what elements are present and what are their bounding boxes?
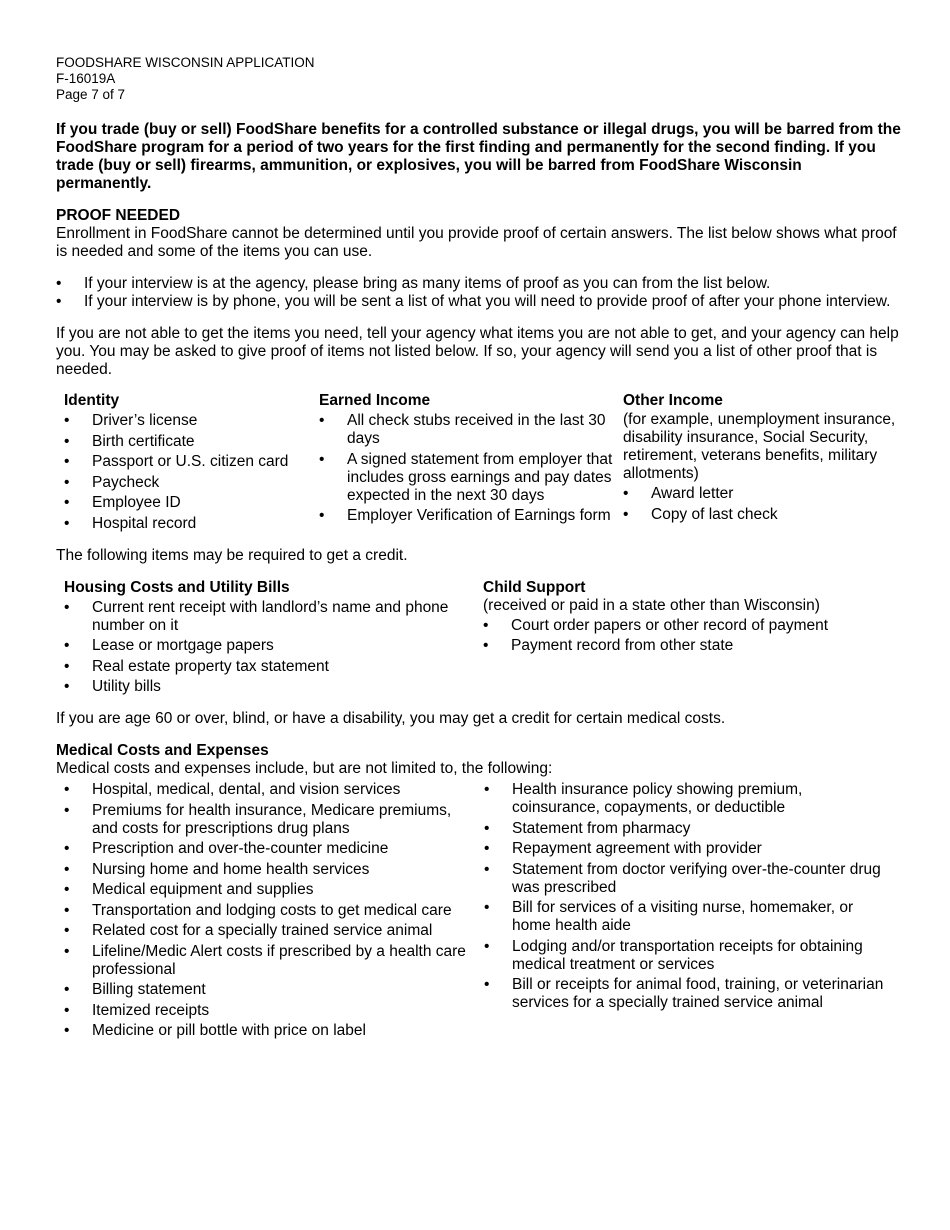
page-number: Page 7 of 7 bbox=[56, 87, 126, 102]
credit-text: The following items may be required to get a credit. bbox=[56, 546, 408, 564]
list-item: • Hospital record bbox=[56, 515, 311, 533]
list-item: • Payment record from other state bbox=[475, 637, 893, 655]
list-item: • Passport or U.S. citizen card bbox=[56, 453, 311, 471]
earned-income-section bbox=[319, 392, 619, 533]
child-support-section bbox=[483, 579, 893, 697]
list-item: • Health insurance policy showing premium, coinsurance, copayments, or deductible bbox=[476, 781, 886, 817]
list-item: • Driver’s license bbox=[56, 412, 311, 430]
credit-columns bbox=[56, 579, 901, 697]
list-item: • Employer Verification of Earnings form bbox=[311, 507, 619, 525]
proof-help-text: If you are not able to get the items you need, tell your agency what items you are not able to get, and your agency can help you. You may be asked to give proof of items not listed below. If so, your agency will send you a list of other proof that is needed. bbox=[56, 325, 899, 378]
medical-left-list bbox=[56, 781, 476, 1040]
medical-credit-text: If you are age 60 or over, blind, or have a disability, you may get a credit for certain medical costs. bbox=[56, 710, 726, 727]
proof-bullets bbox=[48, 275, 901, 311]
medical-intro: Medical costs and expenses include, but are not limited to, the following: bbox=[56, 760, 553, 777]
list-item: • Bill or receipts for animal food, training, or veterinarian services for a specially trained service animal bbox=[476, 976, 886, 1012]
housing-heading: Housing Costs and Utility Bills bbox=[64, 578, 290, 596]
list-item: • All check stubs received in the last 30 days bbox=[311, 412, 619, 448]
earned-income-heading: Earned Income bbox=[319, 392, 431, 409]
list-item: • Transportation and lodging costs to get medical care bbox=[56, 902, 476, 920]
medical-right-list bbox=[476, 781, 886, 1040]
list-item: • Court order papers or other record of payment bbox=[475, 617, 893, 635]
list-item: • Premiums for health insurance, Medicare premiums, and costs for prescriptions drug plans bbox=[56, 802, 476, 838]
list-item: • Copy of last check bbox=[615, 506, 898, 524]
other-income-section bbox=[623, 392, 898, 533]
trafficking-warning: If you trade (buy or sell) FoodShare benefits for a controlled substance or illegal drugs, you will be barred from the FoodShare program for a period of two years for the first finding and permanently for the second finding. If you trade (buy or sell) firearms, ammunition, or explosives, you will be barred from FoodShare Wisconsin permanently. bbox=[56, 121, 901, 192]
proof-intro: Enrollment in FoodShare cannot be determined until you provide proof of certain answers. The list below shows what proof is needed and some of the items you can use. bbox=[56, 225, 897, 260]
list-item: • Related cost for a specially trained service animal bbox=[56, 922, 476, 940]
list-item: • Bill for services of a visiting nurse, homemaker, or home health aide bbox=[476, 899, 886, 935]
list-item: • Medicine or pill bottle with price on label bbox=[56, 1022, 476, 1040]
form-title: FOODSHARE WISCONSIN APPLICATION bbox=[56, 55, 315, 70]
list-item: • If your interview is by phone, you will be sent a list of what you will need to provide proof of after your phone interview. bbox=[48, 293, 901, 311]
list-item: • If your interview is at the agency, please bring as many items of proof as you can from the list below. bbox=[48, 275, 901, 293]
proof-heading: PROOF NEEDED bbox=[56, 207, 181, 224]
housing-section bbox=[56, 579, 476, 697]
list-item: • Current rent receipt with landlord’s name and phone number on it bbox=[56, 599, 476, 635]
identity-section bbox=[56, 392, 311, 533]
form-header bbox=[56, 55, 901, 103]
identity-heading: Identity bbox=[64, 392, 120, 409]
other-income-heading: Other Income bbox=[623, 392, 723, 409]
list-item: • Award letter bbox=[615, 485, 898, 503]
proof-columns bbox=[56, 392, 901, 533]
list-item: • Real estate property tax statement bbox=[56, 658, 476, 676]
form-number: F-16019A bbox=[56, 71, 116, 86]
list-item: • Employee ID bbox=[56, 494, 311, 512]
list-item: • Birth certificate bbox=[56, 433, 311, 451]
list-item: • Statement from doctor verifying over-the-counter drug was prescribed bbox=[476, 861, 886, 897]
other-income-description: (for example, unemployment insurance, disability insurance, Social Security, retirement, veterans benefits, military allotments) bbox=[623, 411, 896, 482]
list-item: • Prescription and over-the-counter medicine bbox=[56, 840, 476, 858]
list-item: • Medical equipment and supplies bbox=[56, 881, 476, 899]
list-item: • Lifeline/Medic Alert costs if prescribed by a health care professional bbox=[56, 943, 476, 979]
list-item: • Itemized receipts bbox=[56, 1002, 476, 1020]
child-support-description: (received or paid in a state other than Wisconsin) bbox=[483, 596, 820, 614]
medical-heading: Medical Costs and Expenses bbox=[56, 742, 269, 759]
list-item: • Repayment agreement with provider bbox=[476, 840, 886, 858]
list-item: • Hospital, medical, dental, and vision services bbox=[56, 781, 476, 799]
list-item: • A signed statement from employer that includes gross earnings and pay dates expected in the next 30 days bbox=[311, 451, 619, 505]
medical-columns bbox=[56, 781, 901, 1040]
list-item: • Lodging and/or transportation receipts for obtaining medical treatment or services bbox=[476, 938, 886, 974]
list-item: • Nursing home and home health services bbox=[56, 861, 476, 879]
list-item: • Billing statement bbox=[56, 981, 476, 999]
child-support-heading: Child Support bbox=[483, 578, 586, 596]
list-item: • Paycheck bbox=[56, 474, 311, 492]
list-item: • Utility bills bbox=[56, 678, 476, 696]
document-page bbox=[56, 55, 901, 1040]
list-item: • Statement from pharmacy bbox=[476, 820, 886, 838]
list-item: • Lease or mortgage papers bbox=[56, 637, 476, 655]
